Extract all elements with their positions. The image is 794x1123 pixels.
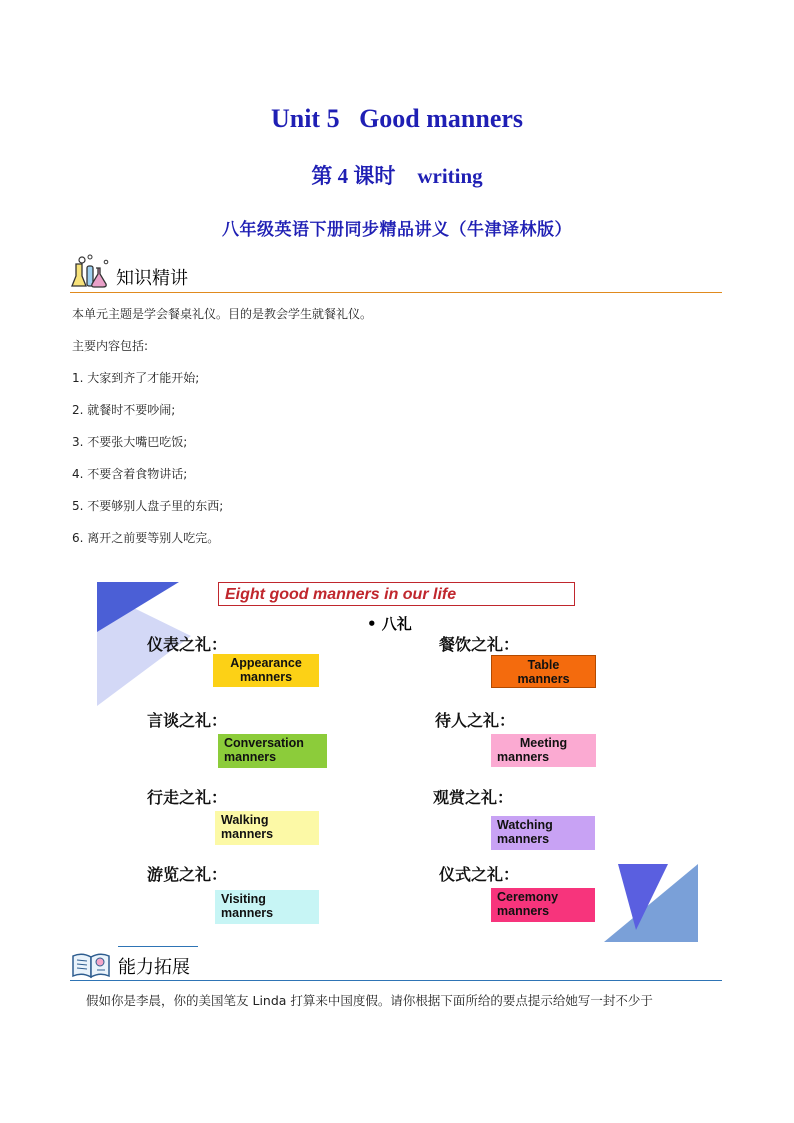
lesson-topic: writing [417,164,483,188]
open-book-icon [70,948,112,980]
manner-box-line: Table [527,658,560,672]
decorative-triangle-bottomright [600,858,700,944]
manner-box-line: Ceremony [497,890,559,904]
manner-box-visiting [215,890,319,924]
manner-box-conversation [218,734,327,768]
list-item: 1. 大家到齐了才能开始; [72,371,200,385]
lesson-number: 第 4 课时 [311,164,396,188]
manner-box-line: Conversation [224,736,304,750]
list-item: 6. 离开之前要等别人吃完。 [72,531,220,545]
manner-box-line: Appearance [230,656,302,670]
manner-box-ceremony [491,888,595,922]
writing-task-text: 假如你是李晨，你的美国笔友 Linda 打算来中国度假。请你根据下面所给的要点提示给她写一封不少于 [86,993,653,1008]
list-item: 5. 不要够别人盘子里的东西; [72,499,224,513]
manner-label-appearance: 仪表之礼： [147,635,228,654]
list-item: 3. 不要张大嘴巴吃饭; [72,435,188,449]
list-title: 主要内容包括: [72,339,149,353]
manner-box-walking [215,811,319,845]
section-heading-ability: 能力拓展 [118,957,190,978]
manner-label-table: 餐饮之礼： [439,635,520,654]
section-divider-blue [70,980,722,981]
manner-label-ceremony: 仪式之礼： [439,865,520,884]
manner-box-line: manners [239,670,293,684]
manner-label-meeting: 待人之礼： [435,711,516,730]
manner-label-conversation: 言谈之礼： [147,711,228,730]
manner-box-line: Watching [497,818,553,832]
manner-box-line: Visiting [221,892,266,906]
manner-box-meeting [491,734,596,767]
manner-label-walking: 行走之礼： [147,788,228,807]
list-item: 4. 不要含着食物讲话; [72,467,188,481]
diagram-bullet: • 八礼 [367,615,412,633]
manner-label-watching: 观赏之礼： [433,788,514,807]
manner-box-table [491,655,596,688]
manner-box-line: manners [497,904,550,918]
manner-box-line: Walking [221,813,269,827]
section-divider-blue-short [118,946,198,947]
document-subtitle: 八年级英语下册同步精品讲义（牛津译林版） [222,220,572,240]
diagram-banner: Eight good manners in our life [218,582,575,606]
manner-box-line: manners [497,832,550,846]
manners-diagram [95,580,700,945]
manner-box-appearance [213,654,319,687]
manner-box-line: manners [221,906,274,920]
intro-text: 本单元主题是学会餐桌礼仪。目的是教会学生就餐礼仪。 [72,307,373,321]
lab-flask-icon [70,254,112,290]
lesson-title [0,160,794,190]
manner-box-line: manners [497,750,550,764]
manner-box-watching [491,816,595,850]
manner-box-line: manners [224,750,277,764]
section-divider-orange [70,292,722,293]
manner-label-visiting: 游览之礼： [147,865,228,884]
unit-title: Unit 5 Good manners [270,104,524,133]
manner-box-line: manners [221,827,274,841]
list-item: 2. 就餐时不要吵闹; [72,403,176,417]
manner-box-line: Meeting [519,736,568,750]
section-heading-knowledge: 知识精讲 [116,268,188,289]
manner-box-line: manners [517,672,570,686]
